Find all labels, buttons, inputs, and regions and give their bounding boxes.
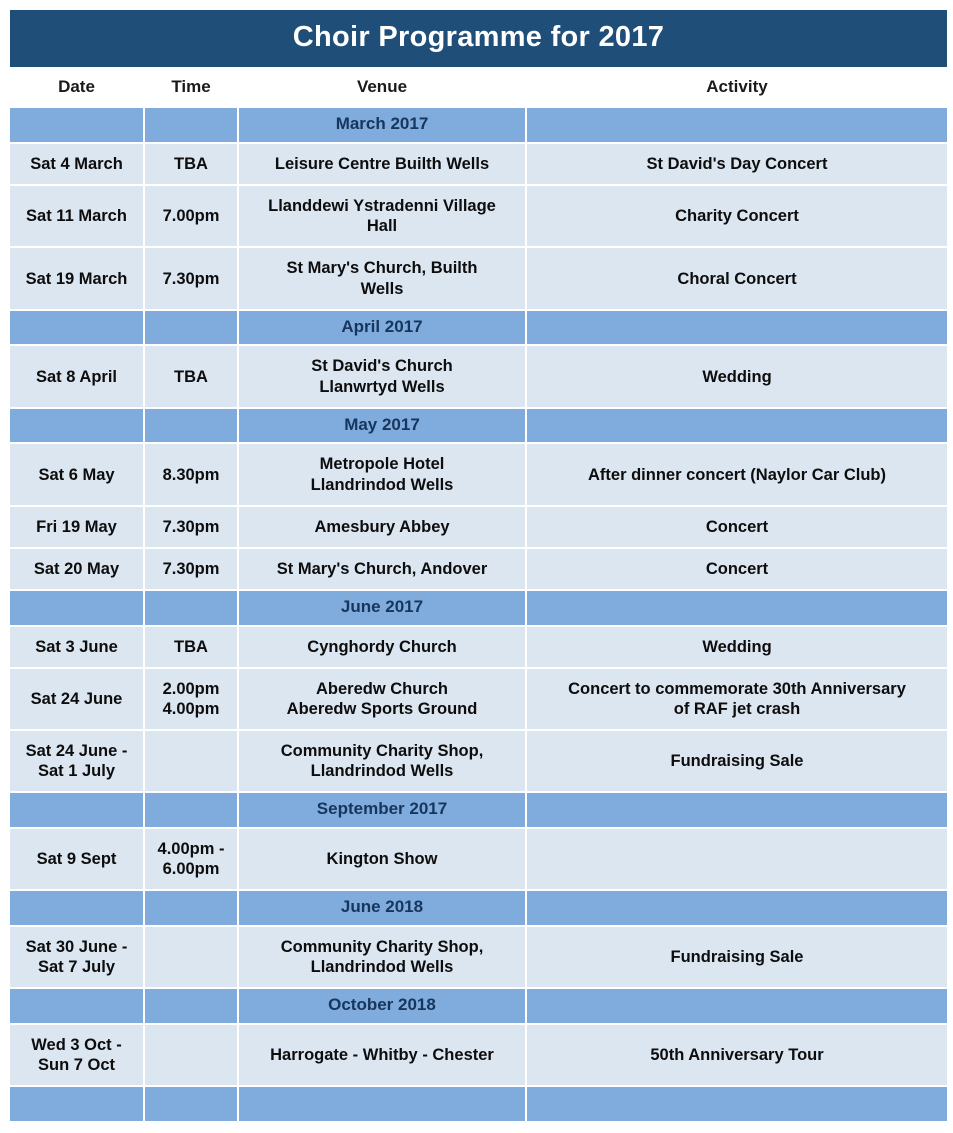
event-date <box>10 927 143 987</box>
event-date: Sat 8 April <box>10 346 143 406</box>
column-header-venue: Venue <box>239 69 525 106</box>
month-row-time-blank <box>145 793 237 827</box>
event-activity-line-1: Concert to commemorate 30th Anniversary <box>568 679 906 698</box>
month-label: June 2018 <box>239 891 525 925</box>
event-date: Sat 11 March <box>10 186 143 246</box>
title-row <box>10 10 947 67</box>
event-venue <box>239 144 525 184</box>
month-heading-row <box>10 409 947 443</box>
event-venue-line-1: Cynghordy Church <box>307 637 457 656</box>
event-activity <box>527 829 947 889</box>
month-row-time-blank <box>145 409 237 443</box>
event-date: Sat 6 May <box>10 444 143 504</box>
column-header-time: Time <box>145 69 237 106</box>
event-venue <box>239 549 525 589</box>
event-activity <box>527 549 947 589</box>
event-time: TBA <box>145 627 237 667</box>
event-venue-line-1: Leisure Centre Builth Wells <box>274 155 490 174</box>
event-activity <box>527 927 947 987</box>
table-row <box>10 507 947 547</box>
table-row <box>10 186 947 246</box>
event-venue-line-1: Harrogate - Whitby - Chester <box>270 1046 494 1065</box>
event-time-line-1: 4.00pm - <box>157 840 225 859</box>
event-venue-line-2: Llandrindod Wells <box>310 958 454 977</box>
column-header-date: Date <box>10 69 143 106</box>
page-title: Choir Programme for 2017 <box>10 10 947 67</box>
event-activity-line-1: Choral Concert <box>677 269 797 288</box>
programme-body <box>10 108 947 1121</box>
event-venue <box>239 1025 525 1085</box>
event-venue-line-1: St Mary's Church, Andover <box>276 559 488 578</box>
month-row-activity-blank <box>527 311 947 345</box>
month-row-time-blank <box>145 108 237 142</box>
event-activity <box>527 1025 947 1085</box>
event-activity-line-1: Concert <box>705 517 769 536</box>
event-activity-line-1: Concert <box>705 559 769 578</box>
event-date-line-1: Wed 3 Oct - <box>31 1036 122 1055</box>
event-venue-line-1: Amesbury Abbey <box>314 517 450 536</box>
event-activity-line-1: Charity Concert <box>675 207 799 226</box>
event-venue-line-1: Community Charity Shop, <box>280 742 484 761</box>
table-row <box>10 144 947 184</box>
month-row-activity-blank <box>527 591 947 625</box>
event-venue-line-1: Aberedw Church <box>315 679 449 698</box>
spacer-cell <box>145 1087 237 1121</box>
column-header-activity: Activity <box>527 69 947 106</box>
event-date: Fri 19 May <box>10 507 143 547</box>
month-row-date-blank <box>10 311 143 345</box>
event-venue-line-2: Llandrindod Wells <box>310 762 454 781</box>
event-activity <box>527 627 947 667</box>
event-time <box>145 829 237 889</box>
event-time-line-2: 6.00pm <box>162 860 220 879</box>
event-activity <box>527 507 947 547</box>
month-row-date-blank <box>10 108 143 142</box>
month-row-activity-blank <box>527 989 947 1023</box>
table-row <box>10 829 947 889</box>
month-label: September 2017 <box>239 793 525 827</box>
month-row-date-blank <box>10 409 143 443</box>
event-venue-line-2: Wells <box>360 279 404 298</box>
month-heading-row <box>10 311 947 345</box>
event-venue <box>239 669 525 729</box>
event-date: Sat 4 March <box>10 144 143 184</box>
table-row <box>10 444 947 504</box>
event-date-line-1: Sat 30 June - <box>25 938 128 957</box>
event-venue <box>239 507 525 547</box>
month-heading-row <box>10 793 947 827</box>
table-row <box>10 346 947 406</box>
event-date: Sat 19 March <box>10 248 143 308</box>
event-date-line-2: Sat 7 July <box>37 958 116 977</box>
event-activity-line-1: 50th Anniversary Tour <box>650 1046 824 1065</box>
month-row-time-blank <box>145 891 237 925</box>
month-row-activity-blank <box>527 409 947 443</box>
event-time: 8.30pm <box>145 444 237 504</box>
table-row <box>10 549 947 589</box>
event-venue-line-1: Community Charity Shop, <box>280 938 484 957</box>
event-activity <box>527 444 947 504</box>
event-venue-line-2: Hall <box>366 217 398 236</box>
spacer-cell <box>239 1087 525 1121</box>
event-time: 7.30pm <box>145 549 237 589</box>
table-row <box>10 248 947 308</box>
event-venue-line-2: Llanwrtyd Wells <box>319 377 445 396</box>
event-time <box>145 731 237 791</box>
event-time: TBA <box>145 144 237 184</box>
month-row-date-blank <box>10 891 143 925</box>
month-label: June 2017 <box>239 591 525 625</box>
event-time <box>145 669 237 729</box>
table-row <box>10 627 947 667</box>
month-heading-row <box>10 989 947 1023</box>
month-row-activity-blank <box>527 793 947 827</box>
event-date <box>10 1025 143 1085</box>
month-heading-row <box>10 591 947 625</box>
event-date: Sat 24 June <box>10 669 143 729</box>
event-activity-line-1: Fundraising Sale <box>670 948 804 967</box>
event-date: Sat 20 May <box>10 549 143 589</box>
month-row-time-blank <box>145 989 237 1023</box>
event-activity-line-1: Wedding <box>702 367 772 386</box>
month-row-time-blank <box>145 591 237 625</box>
event-venue <box>239 346 525 406</box>
event-venue <box>239 731 525 791</box>
event-venue <box>239 248 525 308</box>
event-venue-line-2: Aberedw Sports Ground <box>286 699 478 718</box>
event-activity-line-1: Fundraising Sale <box>670 752 804 771</box>
event-venue <box>239 927 525 987</box>
month-row-activity-blank <box>527 891 947 925</box>
event-activity <box>527 144 947 184</box>
month-label: October 2018 <box>239 989 525 1023</box>
event-time-line-1: 2.00pm <box>162 679 220 698</box>
table-row <box>10 1025 947 1085</box>
table-row <box>10 927 947 987</box>
event-time: 7.00pm <box>145 186 237 246</box>
event-activity-line-1: St David's Day Concert <box>646 155 828 174</box>
month-label: May 2017 <box>239 409 525 443</box>
month-heading-row <box>10 108 947 142</box>
event-venue-line-1: St David's Church <box>311 357 453 376</box>
event-date-line-2: Sat 1 July <box>37 762 116 781</box>
event-time: 7.30pm <box>145 248 237 308</box>
event-time-line-2: 4.00pm <box>162 699 220 718</box>
event-activity <box>527 248 947 308</box>
month-label: March 2017 <box>239 108 525 142</box>
event-date <box>10 731 143 791</box>
event-venue <box>239 829 525 889</box>
event-time: TBA <box>145 346 237 406</box>
month-label: April 2017 <box>239 311 525 345</box>
month-row-date-blank <box>10 793 143 827</box>
column-header-row <box>10 69 947 106</box>
month-row-date-blank <box>10 591 143 625</box>
event-date: Sat 9 Sept <box>10 829 143 889</box>
event-date-line-2: Sun 7 Oct <box>37 1056 115 1075</box>
event-activity <box>527 186 947 246</box>
event-activity <box>527 731 947 791</box>
event-time <box>145 927 237 987</box>
spacer-row <box>10 1087 947 1121</box>
event-venue <box>239 444 525 504</box>
month-heading-row <box>10 891 947 925</box>
event-venue <box>239 627 525 667</box>
event-activity <box>527 346 947 406</box>
spacer-cell <box>10 1087 143 1121</box>
event-activity-line-1: After dinner concert (Naylor Car Club) <box>588 465 886 484</box>
table-row <box>10 669 947 729</box>
event-activity <box>527 669 947 729</box>
event-venue-line-1: Llanddewi Ystradenni Village <box>268 197 496 216</box>
spacer-cell <box>527 1087 947 1121</box>
month-row-activity-blank <box>527 108 947 142</box>
month-row-time-blank <box>145 311 237 345</box>
event-venue-line-1: Metropole Hotel <box>319 455 445 474</box>
event-time <box>145 1025 237 1085</box>
event-venue-line-1: Kington Show <box>326 850 438 869</box>
event-venue <box>239 186 525 246</box>
event-date: Sat 3 June <box>10 627 143 667</box>
table-row <box>10 731 947 791</box>
event-venue-line-1: St Mary's Church, Builth <box>286 259 478 278</box>
month-row-date-blank <box>10 989 143 1023</box>
event-time: 7.30pm <box>145 507 237 547</box>
event-activity-line-1: Wedding <box>702 637 772 656</box>
event-activity-line-2: of RAF jet crash <box>673 699 801 718</box>
event-date-line-1: Sat 24 June - <box>25 742 128 761</box>
event-venue-line-2: Llandrindod Wells <box>310 475 454 494</box>
choir-programme-table <box>8 8 949 1123</box>
